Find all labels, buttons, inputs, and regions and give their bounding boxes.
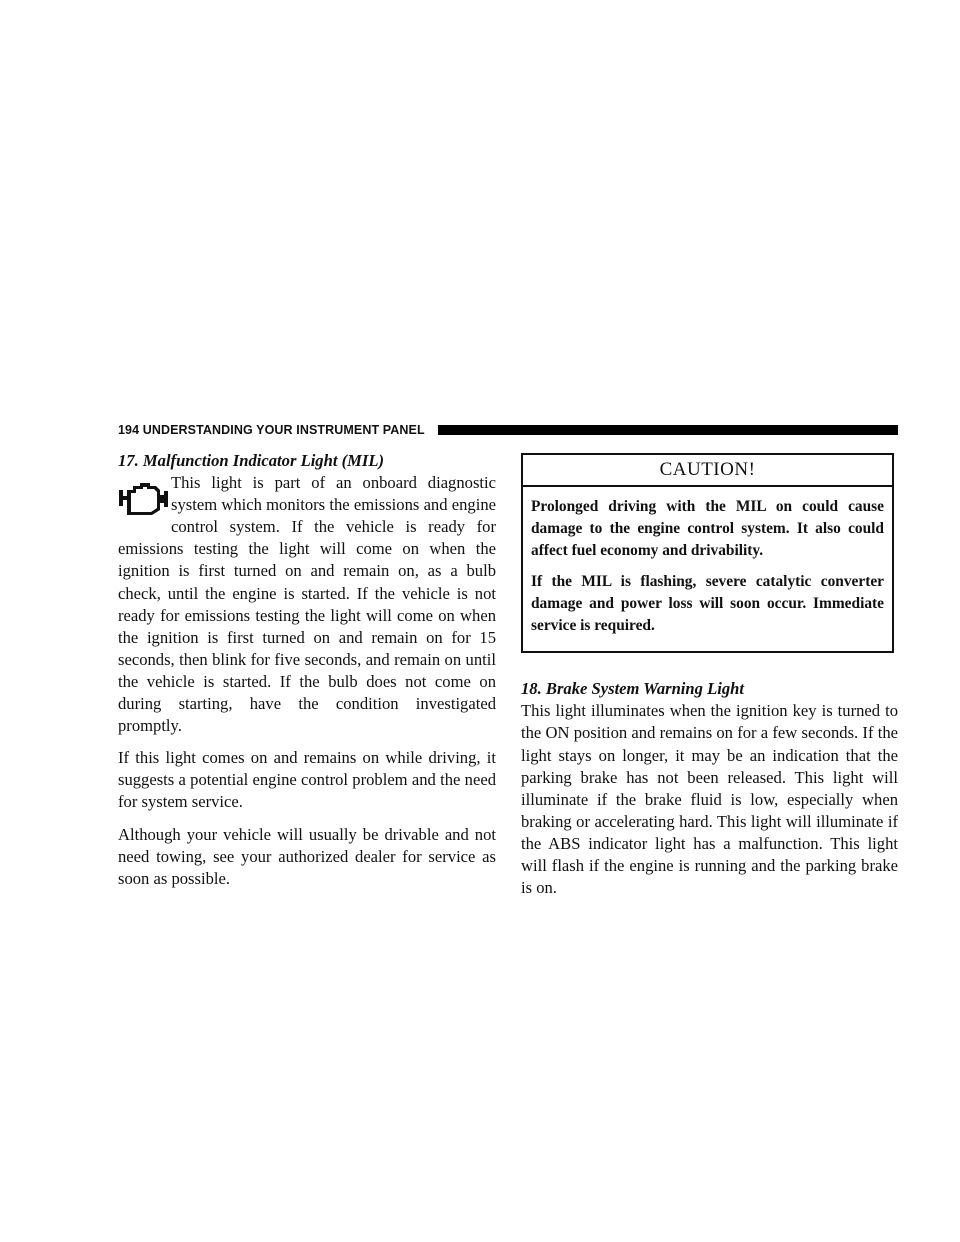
mil-intro	[118, 472, 496, 737]
check-engine-icon	[118, 479, 170, 519]
caution-body	[523, 487, 892, 651]
page-header-text: 194 UNDERSTANDING YOUR INSTRUMENT PANEL	[118, 423, 425, 437]
mil-intro-text: This light is part of an onboard diagnostic system which monitors the emissions and engine control system. If the vehicle is ready for emissions testing the light will come on when the ignition is first turned on and remain on, as a bulb check, until the engine is started. If the vehicle is not ready for emissions testing the light will come on when the ignition is first turned on and remain on for 15 seconds, then blink for five seconds, and remain on until the vehicle is started. If the bulb does not come on during starting, have the condition investigated promptly.	[118, 473, 496, 736]
mil-driving-paragraph: If this light comes on and remains on while driving, it suggests a potential engine control problem and the need for system service.	[118, 748, 496, 812]
caution-box	[521, 453, 894, 653]
caution-paragraph: If the MIL is flashing, severe catalytic converter damage and power loss will soon occur. Immediate service is required.	[531, 572, 884, 635]
section-17-heading: 17. Malfunction Indicator Light (MIL)	[118, 451, 384, 470]
caution-paragraph: Prolonged driving with the MIL on could cause damage to the engine control system. It also could affect fuel economy and drivability.	[531, 498, 884, 560]
mil-service-paragraph: Although your vehicle will usually be drivable and not need towing, see your authorized dealer for service as soon as possible.	[118, 824, 496, 888]
brake-warning-paragraph: This light illuminates when the ignition key is turned to the ON position and remains on for a few seconds. If the light stays on longer, it may be an indication that the parking brake has not been released. This light will illuminate if the brake fluid is low, especially when braking or accelerating hard. This light will illuminate if the ABS indicator light has a malfunction. This light will flash if the engine is running and the parking brake is on.	[521, 701, 898, 898]
header-rule	[438, 425, 898, 435]
right-column	[521, 453, 898, 909]
page-header	[118, 422, 898, 438]
section-18-heading: 18. Brake System Warning Light	[521, 679, 744, 699]
caution-title: CAUTION!	[523, 455, 892, 487]
left-column	[118, 450, 496, 900]
